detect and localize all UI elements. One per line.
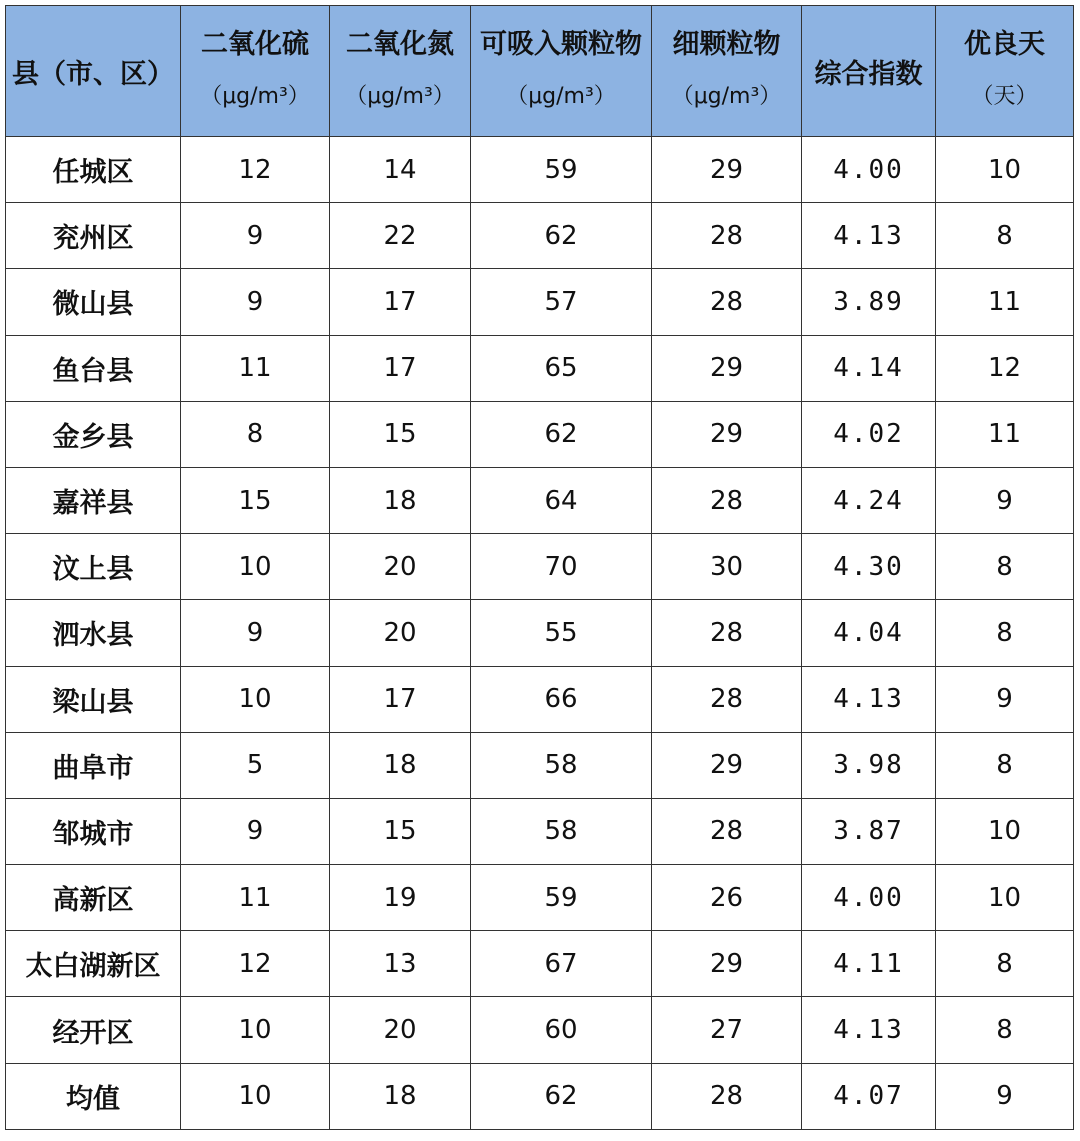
so2-cell: 10 bbox=[181, 666, 330, 732]
no2-cell: 17 bbox=[330, 335, 471, 401]
pm10-cell: 58 bbox=[471, 732, 652, 798]
header-so2 bbox=[181, 6, 330, 137]
so2-cell: 10 bbox=[181, 1063, 330, 1129]
composite-index-cell: 4.13 bbox=[802, 997, 936, 1063]
table-row bbox=[6, 335, 1074, 401]
pm10-cell: 65 bbox=[471, 335, 652, 401]
pm25-cell: 28 bbox=[652, 467, 802, 533]
composite-index-cell: 4.13 bbox=[802, 203, 936, 269]
no2-cell: 14 bbox=[330, 137, 471, 203]
header-pm10-label: 可吸入颗粒物 bbox=[480, 29, 642, 60]
county-cell: 太白湖新区 bbox=[6, 931, 181, 997]
header-no2-label: 二氧化氮 bbox=[346, 29, 454, 60]
table-row bbox=[6, 401, 1074, 467]
table-row bbox=[6, 467, 1074, 533]
composite-index-cell: 4.02 bbox=[802, 401, 936, 467]
composite-index-cell: 4.04 bbox=[802, 600, 936, 666]
pm10-cell: 62 bbox=[471, 203, 652, 269]
good-days-cell: 8 bbox=[936, 600, 1074, 666]
header-good-days-label: 优良天 bbox=[964, 29, 1045, 60]
pm10-cell: 60 bbox=[471, 997, 652, 1063]
good-days-cell: 10 bbox=[936, 865, 1074, 931]
composite-index-cell: 3.89 bbox=[802, 269, 936, 335]
county-cell: 兖州区 bbox=[6, 203, 181, 269]
pm25-cell: 28 bbox=[652, 269, 802, 335]
composite-index-cell: 4.14 bbox=[802, 335, 936, 401]
header-composite-index-label: 综合指数 bbox=[814, 58, 923, 90]
composite-index-cell: 4.13 bbox=[802, 666, 936, 732]
table-row bbox=[6, 1063, 1074, 1129]
no2-cell: 17 bbox=[330, 269, 471, 335]
table-row bbox=[6, 865, 1074, 931]
composite-index-cell: 4.11 bbox=[802, 931, 936, 997]
so2-cell: 10 bbox=[181, 997, 330, 1063]
header-no2 bbox=[330, 6, 471, 137]
pm10-cell: 64 bbox=[471, 467, 652, 533]
composite-index-cell: 3.98 bbox=[802, 732, 936, 798]
composite-index-cell: 4.24 bbox=[802, 467, 936, 533]
good-days-cell: 11 bbox=[936, 269, 1074, 335]
so2-cell: 10 bbox=[181, 534, 330, 600]
good-days-cell: 11 bbox=[936, 401, 1074, 467]
pm25-cell: 28 bbox=[652, 1063, 802, 1129]
good-days-cell: 8 bbox=[936, 534, 1074, 600]
pm10-cell: 58 bbox=[471, 798, 652, 864]
header-so2-unit: （μg/m³） bbox=[200, 84, 310, 109]
county-cell: 鱼台县 bbox=[6, 335, 181, 401]
table-row bbox=[6, 798, 1074, 864]
table-row bbox=[6, 534, 1074, 600]
no2-cell: 18 bbox=[330, 1063, 471, 1129]
good-days-cell: 8 bbox=[936, 997, 1074, 1063]
so2-cell: 12 bbox=[181, 931, 330, 997]
pm25-cell: 29 bbox=[652, 335, 802, 401]
county-cell: 嘉祥县 bbox=[6, 467, 181, 533]
pm25-cell: 29 bbox=[652, 931, 802, 997]
county-cell: 汶上县 bbox=[6, 534, 181, 600]
table-body bbox=[6, 137, 1074, 1130]
composite-index-cell: 4.07 bbox=[802, 1063, 936, 1129]
table-row bbox=[6, 997, 1074, 1063]
pm25-cell: 28 bbox=[652, 798, 802, 864]
so2-cell: 9 bbox=[181, 203, 330, 269]
county-cell: 均值 bbox=[6, 1063, 181, 1129]
county-cell: 曲阜市 bbox=[6, 732, 181, 798]
air-quality-table bbox=[5, 5, 1074, 1130]
no2-cell: 18 bbox=[330, 467, 471, 533]
good-days-cell: 8 bbox=[936, 732, 1074, 798]
header-composite-index bbox=[802, 6, 936, 137]
county-cell: 泗水县 bbox=[6, 600, 181, 666]
so2-cell: 9 bbox=[181, 798, 330, 864]
pm10-cell: 62 bbox=[471, 1063, 652, 1129]
no2-cell: 20 bbox=[330, 600, 471, 666]
header-no2-unit: （μg/m³） bbox=[345, 84, 455, 109]
good-days-cell: 8 bbox=[936, 931, 1074, 997]
header-county bbox=[6, 6, 181, 137]
county-cell: 任城区 bbox=[6, 137, 181, 203]
header-pm25-label: 细颗粒物 bbox=[672, 29, 781, 60]
no2-cell: 13 bbox=[330, 931, 471, 997]
composite-index-cell: 4.00 bbox=[802, 137, 936, 203]
so2-cell: 11 bbox=[181, 865, 330, 931]
no2-cell: 18 bbox=[330, 732, 471, 798]
pm25-cell: 29 bbox=[652, 137, 802, 203]
so2-cell: 11 bbox=[181, 335, 330, 401]
county-cell: 高新区 bbox=[6, 865, 181, 931]
pm25-cell: 26 bbox=[652, 865, 802, 931]
no2-cell: 22 bbox=[330, 203, 471, 269]
pm25-cell: 27 bbox=[652, 997, 802, 1063]
composite-index-cell: 3.87 bbox=[802, 798, 936, 864]
no2-cell: 17 bbox=[330, 666, 471, 732]
table-row bbox=[6, 931, 1074, 997]
good-days-cell: 9 bbox=[936, 1063, 1074, 1129]
no2-cell: 19 bbox=[330, 865, 471, 931]
so2-cell: 8 bbox=[181, 401, 330, 467]
header-so2-label: 二氧化硫 bbox=[201, 29, 309, 60]
county-cell: 经开区 bbox=[6, 997, 181, 1063]
table-header bbox=[6, 6, 1074, 137]
county-cell: 微山县 bbox=[6, 269, 181, 335]
no2-cell: 15 bbox=[330, 798, 471, 864]
pm10-cell: 67 bbox=[471, 931, 652, 997]
header-row bbox=[6, 6, 1074, 137]
pm25-cell: 28 bbox=[652, 666, 802, 732]
so2-cell: 12 bbox=[181, 137, 330, 203]
so2-cell: 9 bbox=[181, 600, 330, 666]
good-days-cell: 12 bbox=[936, 335, 1074, 401]
pm10-cell: 59 bbox=[471, 137, 652, 203]
pm25-cell: 28 bbox=[652, 600, 802, 666]
pm25-cell: 30 bbox=[652, 534, 802, 600]
good-days-cell: 10 bbox=[936, 137, 1074, 203]
header-pm25 bbox=[652, 6, 802, 137]
table-row bbox=[6, 269, 1074, 335]
good-days-cell: 10 bbox=[936, 798, 1074, 864]
pm10-cell: 55 bbox=[471, 600, 652, 666]
good-days-cell: 9 bbox=[936, 666, 1074, 732]
composite-index-cell: 4.30 bbox=[802, 534, 936, 600]
pm10-cell: 57 bbox=[471, 269, 652, 335]
table-row bbox=[6, 137, 1074, 203]
county-cell: 邹城市 bbox=[6, 798, 181, 864]
header-county-label: 县（市、区） bbox=[12, 58, 174, 90]
header-good-days bbox=[936, 6, 1074, 137]
table-row bbox=[6, 600, 1074, 666]
header-pm10-unit: （μg/m³） bbox=[506, 84, 616, 109]
pm10-cell: 59 bbox=[471, 865, 652, 931]
pm25-cell: 29 bbox=[652, 401, 802, 467]
header-pm25-unit: （μg/m³） bbox=[671, 84, 782, 109]
county-cell: 金乡县 bbox=[6, 401, 181, 467]
county-cell: 梁山县 bbox=[6, 666, 181, 732]
pm25-cell: 28 bbox=[652, 203, 802, 269]
no2-cell: 20 bbox=[330, 997, 471, 1063]
so2-cell: 9 bbox=[181, 269, 330, 335]
so2-cell: 5 bbox=[181, 732, 330, 798]
table-row bbox=[6, 732, 1074, 798]
no2-cell: 15 bbox=[330, 401, 471, 467]
pm10-cell: 70 bbox=[471, 534, 652, 600]
pm10-cell: 66 bbox=[471, 666, 652, 732]
good-days-cell: 8 bbox=[936, 203, 1074, 269]
so2-cell: 15 bbox=[181, 467, 330, 533]
good-days-cell: 9 bbox=[936, 467, 1074, 533]
composite-index-cell: 4.00 bbox=[802, 865, 936, 931]
table-row bbox=[6, 203, 1074, 269]
table-row bbox=[6, 666, 1074, 732]
no2-cell: 20 bbox=[330, 534, 471, 600]
pm25-cell: 29 bbox=[652, 732, 802, 798]
header-good-days-unit: （天） bbox=[971, 84, 1038, 109]
header-pm10 bbox=[471, 6, 652, 137]
pm10-cell: 62 bbox=[471, 401, 652, 467]
